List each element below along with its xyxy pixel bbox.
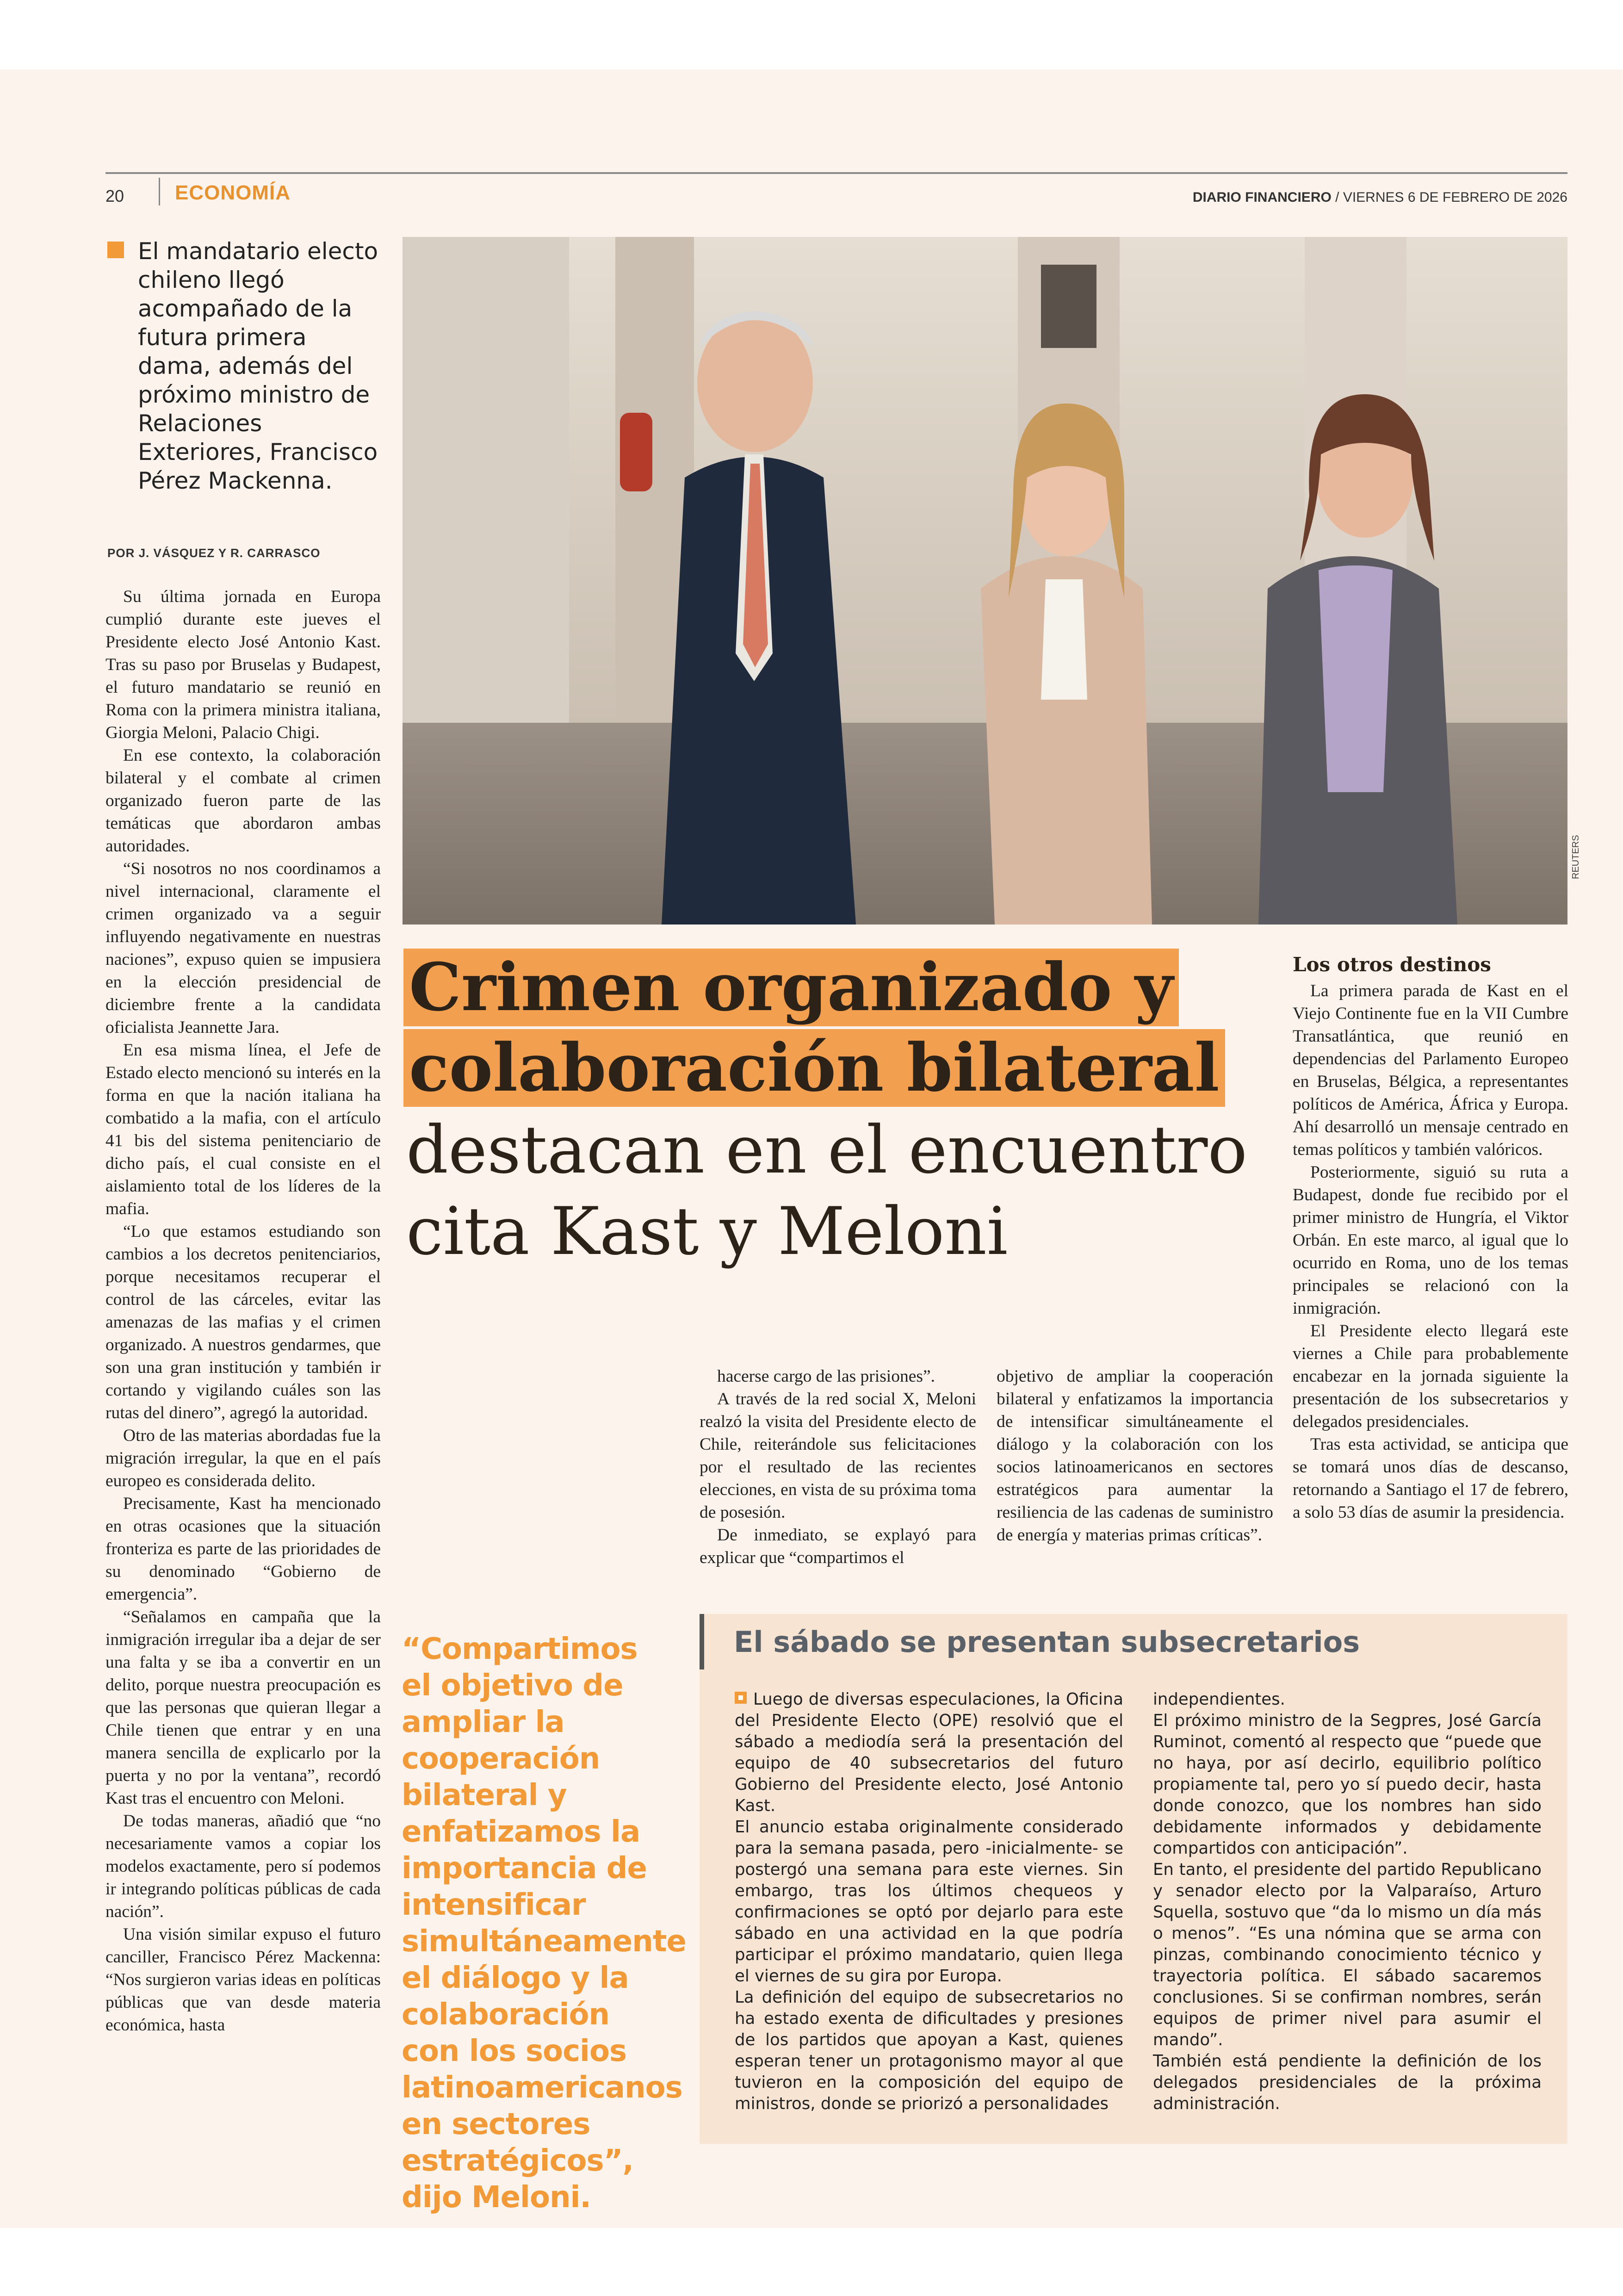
lead-text: El mandatario electo chileno llegó acompañado de la futura primera dama, además del próximo ministro de Relaciones Exteriores, Francisco Pérez Mackenna.	[138, 238, 378, 494]
header-rule	[105, 172, 1567, 174]
headline-line-1: Crimen organizado y	[403, 949, 1179, 1026]
box-column-1	[735, 1689, 1123, 2115]
box-paragraph: independientes.	[1153, 1690, 1285, 1709]
subheading: Los otros destinos	[1293, 953, 1491, 976]
body-column-4	[997, 1365, 1273, 1546]
section-separator	[159, 178, 160, 205]
photo-credit: REUTERS	[1571, 835, 1581, 879]
box-paragraph: También está pendiente la definición de los delegados presidenciales de la próxima administración.	[1153, 2052, 1542, 2113]
paragraph: A través de la red social X, Meloni realzó la visita del Presidente electo de Chile, reiterándole sus felicitaciones por el resultado de las recientes elecciones, en vista de su próxima toma de posesión.	[700, 1390, 976, 1522]
paragraph: Tras esta actividad, se anticipa que se tomará unos días de descanso, retornando a Santiago el 17 de febrero, a solo 53 días de asumir la presidencia.	[1293, 1435, 1568, 1522]
headline-line-3: destacan en el encuentro	[406, 1112, 1247, 1188]
photo-illustration	[403, 237, 1567, 925]
paragraph: Su última jornada en Europa cumplió durante este jueves el Presidente electo José Antonio Kast. Tras su paso por Bruselas y Budapest, el futuro mandatario se reunió en Roma con la primera ministra italiana, Giorgia Meloni, Palacio Chigi.	[105, 587, 381, 742]
paragraph: De todas maneras, añadió que “no necesariamente vamos a copiar los modelos exactamente, pero sí podemos ir integrando políticas públicas de cada nación”.	[105, 1812, 381, 1921]
body-column-5	[1293, 953, 1568, 1524]
headline-line-2: colaboración bilateral	[403, 1029, 1225, 1107]
paragraph: Otro de las materias abordadas fue la migración irregular, la que en el país europeo es considerada delito.	[105, 1426, 381, 1490]
pull-quote: “Compartimos el objetivo de ampliar la cooperación bilateral y enfatizamos la importancia de intensificar simultáneamente el diálogo y la colaboración con los socios latinoamericanos en sectores estratégicos”, dijo Meloni.	[402, 1632, 686, 2215]
paragraph: “Señalamos en campaña que la inmigración irregular iba a dejar de ser una falta y se iba a convertir en un delito, porque nuestra preocupación es que las personas que quieran llegar a Chile tienen que entrar y en una manera sencilla de explicarlo por la puerta y no por la ventana”, recordó Kast tras el encuentro con Meloni.	[105, 1607, 381, 1808]
news-photo	[403, 237, 1567, 925]
publication-info	[1193, 190, 1567, 205]
box-paragraph: El anuncio estaba originalmente considerado para la semana pasada, pero -inicialmente- se postergó una semana para este viernes. Sin embargo, tras los últimos chequeos y confirmaciones se optó por dejarlo para este sábado en una actividad en la que podría participar el próximo mandatario, quien llega el viernes de su gira por Europa.	[735, 1818, 1123, 1986]
paragraph: El Presidente electo llegará este viernes a Chile para probablemente encabezar en la jornada siguiente la presentación de los subsecretarios y delegados presidenciales.	[1293, 1322, 1568, 1431]
section-label: ECONOMÍA	[175, 181, 291, 204]
box-accent-bar	[700, 1614, 704, 1669]
publication-date: / VIERNES 6 DE FEBRERO DE 2026	[1331, 190, 1567, 205]
headline	[403, 949, 1282, 1272]
box-paragraph-text: Luego de diversas especulaciones, la Oficina del Presidente Electo (OPE) resolvió que el sábado a mediodía será la presentación del equipo de 40 subsecretarios del futuro Gobierno del Presidente electo, José Antonio Kast.	[735, 1690, 1123, 1815]
paragraph: “Si nosotros no nos coordinamos a nivel internacional, claramente el crimen organizado va a seguir influyendo negativamente en nuestras naciones”, expuso quien se impusiera en la elección presidencial de diciembre frente a la candidata oficialista Jeannette Jara.	[105, 859, 381, 1037]
paragraph: “Lo que estamos estudiando son cambios a los decretos penitenciarios, porque necesitamos recuperar el control de las cárceles, evitar las amenazas de las mafias y el crimen organizado. A nuestros gendarmes, que son una gran institución y también ir cortando y vigilando cuáles son las rutas del dinero”, agregó la autoridad.	[105, 1222, 381, 1422]
paragraph: Posteriormente, siguió su ruta a Budapest, donde fue recibido por el primer ministro de Hungría, el Viktor Orbán. En este marco, al igual que lo ocurrido en Roma, uno de los temas principales se relacionó con la inmigración.	[1293, 1163, 1568, 1318]
bullet-square-icon	[735, 1692, 747, 1704]
page-number: 20	[105, 186, 124, 205]
paragraph: hacerse cargo de las prisiones”.	[717, 1367, 935, 1386]
box-paragraph: En tanto, el presidente del partido Republicano y senador electo por la Valparaíso, Arturo Squella, sostuvo que “da lo mismo un día más o menos”. “Es una nómina que se arma con pinzas, combinando conocimiento técnico y trayectoria política. El sábado sacaremos conclusiones. Si se confirman nombres, serán equipos de primer nivel para asumir el mando”.	[1153, 1860, 1542, 2049]
bullet-square-icon	[107, 242, 124, 258]
byline: POR J. VÁSQUEZ Y R. CARRASCO	[107, 546, 321, 560]
box-paragraph	[735, 1689, 1123, 1817]
paragraph: En ese contexto, la colaboración bilateral y el combate al crimen organizado fueron parte de las temáticas que abordaron ambas autoridades.	[105, 746, 381, 856]
paragraph: objetivo de ampliar la cooperación bilateral y enfatizamos la importancia de intensificar simultáneamente el diálogo y la colaboración con los socios latinoamericanos en sectores estratégicos para aumentar la resiliencia de las cadenas de suministro de energía y materias primas críticas”.	[997, 1367, 1273, 1545]
lead-summary	[107, 237, 380, 495]
headline-line-4: cita Kast y Meloni	[406, 1193, 1008, 1270]
paragraph: De inmediato, se explayó para explicar que “compartimos el	[700, 1526, 976, 1567]
box-paragraph: El próximo ministro de la Segpres, José García Ruminot, comentó al respecto que “puede que no haya, por así decirlo, equilibrio político propiamente tal, pero yo sí puedo decir, hasta donde conozco, que los nombres han sido debidamente informados y debidamente compartidos con anticipación”.	[1153, 1711, 1542, 1858]
paragraph: La primera parada de Kast en el Viejo Continente fue en la VII Cumbre Transatlántica, que reunió en dependencias del Parlamento Europeo en Bruselas, Bélgica, a representantes políticos de América, África y Europa. Ahí desarrolló un mensaje centrado en temas políticos y también valóricos.	[1293, 981, 1568, 1159]
box-paragraph: La definición del equipo de subsecretarios no ha estado exenta de dificultades y presiones de los partidos que apoyan a Kast, quienes esperan tener un protagonismo mayor al que tuvieron en la composición del equipo de ministros, donde se priorizó a personalidades	[735, 1988, 1123, 2113]
paragraph: Precisamente, Kast ha mencionado en otras ocasiones que la situación fronteriza es parte de las prioridades de su denominado “Gobierno de emergencia”.	[105, 1494, 381, 1604]
box-column-2	[1153, 1689, 1542, 2115]
body-column-3	[700, 1365, 976, 1569]
paragraph: Una visión similar expuso el futuro canciller, Francisco Pérez Mackenna: “Nos surgieron varias ideas en políticas públicas que van desde materia económica, hasta	[105, 1925, 381, 2035]
body-column-1	[105, 585, 381, 2036]
box-title: El sábado se presentan subsecretarios	[734, 1625, 1360, 1659]
publication-name: DIARIO FINANCIERO	[1192, 190, 1332, 205]
paragraph: En esa misma línea, el Jefe de Estado electo mencionó su interés en la forma en que la nación italiana ha combatido a la mafia, con el artículo 41 bis del sistema penitenciario de dicho país, el cual consiste en el aislamiento total de los líderes de la mafia.	[105, 1041, 381, 1218]
